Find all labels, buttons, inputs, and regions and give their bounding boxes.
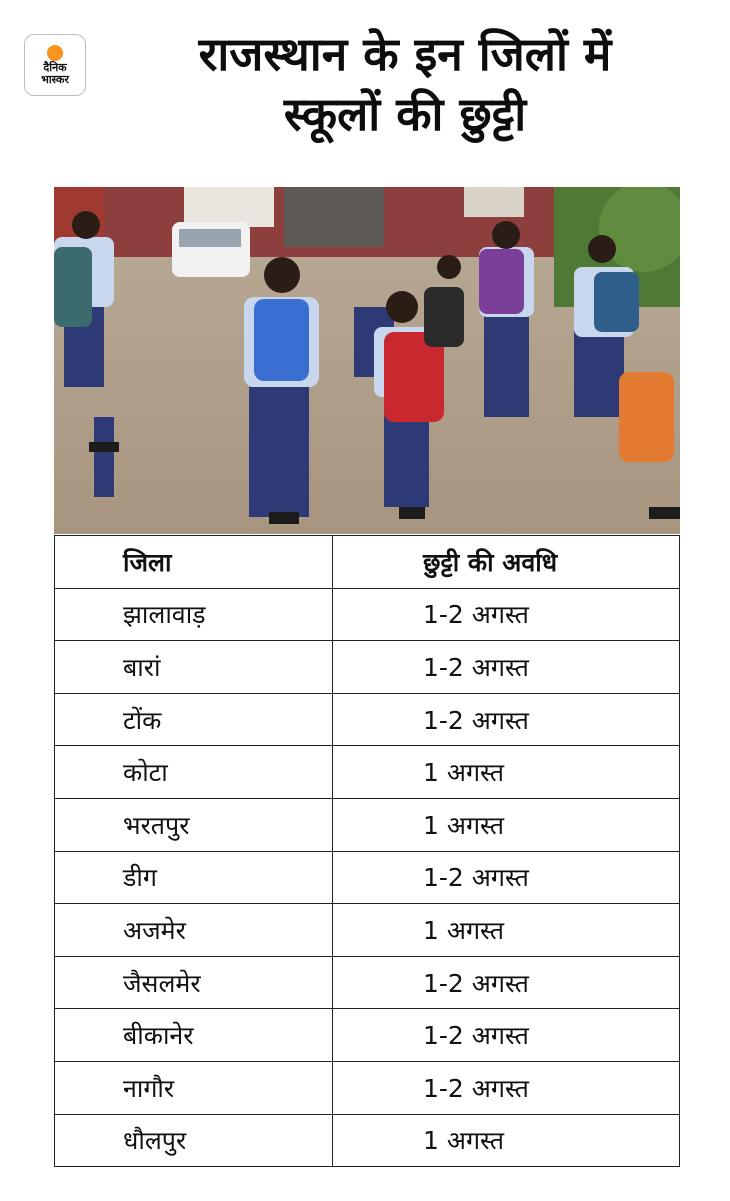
district-cell: बारां (55, 641, 333, 693)
table-header-row (55, 535, 679, 588)
table-row (55, 798, 679, 851)
table-row (55, 588, 679, 641)
logo-text-line1: दैनिक (43, 60, 67, 74)
district-cell: धौलपुर (55, 1115, 333, 1167)
logo-text-line2: भास्कर (41, 72, 69, 86)
period-cell: 1-2 अगस्त (423, 863, 529, 893)
holiday-table (54, 535, 680, 1167)
period-cell: 1-2 अगस्त (423, 600, 529, 630)
table-row (55, 1061, 679, 1114)
period-cell: 1 अगस्त (423, 810, 505, 840)
period-cell: 1-2 अगस्त (423, 1021, 529, 1051)
header-district: जिला (55, 536, 333, 588)
period-cell: 1 अगस्त (423, 1126, 505, 1156)
district-cell: झालावाड़ (55, 589, 333, 641)
table-row (55, 956, 679, 1009)
period-cell: 1-2 अगस्त (423, 1073, 529, 1103)
period-cell: 1 अगस्त (423, 758, 505, 788)
table-row (55, 640, 679, 693)
table-row (55, 851, 679, 904)
table-row (55, 745, 679, 798)
district-cell: टोंक (55, 694, 333, 746)
dainik-bhaskar-logo (24, 34, 86, 96)
table-row (55, 1114, 679, 1167)
period-cell: 1-2 अगस्त (423, 652, 529, 682)
district-cell: बीकानेर (55, 1009, 333, 1061)
headline-line1: राजस्थान के इन जिलों में (198, 27, 612, 81)
table-row (55, 903, 679, 956)
school-children-photo (54, 187, 680, 534)
table-row (55, 693, 679, 746)
district-cell: डीग (55, 852, 333, 904)
period-cell: 1-2 अगस्त (423, 705, 529, 735)
district-cell: नागौर (55, 1062, 333, 1114)
table-row (55, 1008, 679, 1061)
header-holiday-period: छुट्टी की अवधि (423, 547, 558, 577)
period-cell: 1-2 अगस्त (423, 968, 529, 998)
district-cell: भरतपुर (55, 799, 333, 851)
period-cell: 1 अगस्त (423, 915, 505, 945)
district-cell: जैसलमेर (55, 957, 333, 1009)
headline-line2: स्कूलों की छुट्टी (283, 87, 527, 141)
headline (100, 24, 710, 144)
district-cell: अजमेर (55, 904, 333, 956)
sun-icon (47, 45, 63, 61)
district-cell: कोटा (55, 746, 333, 798)
